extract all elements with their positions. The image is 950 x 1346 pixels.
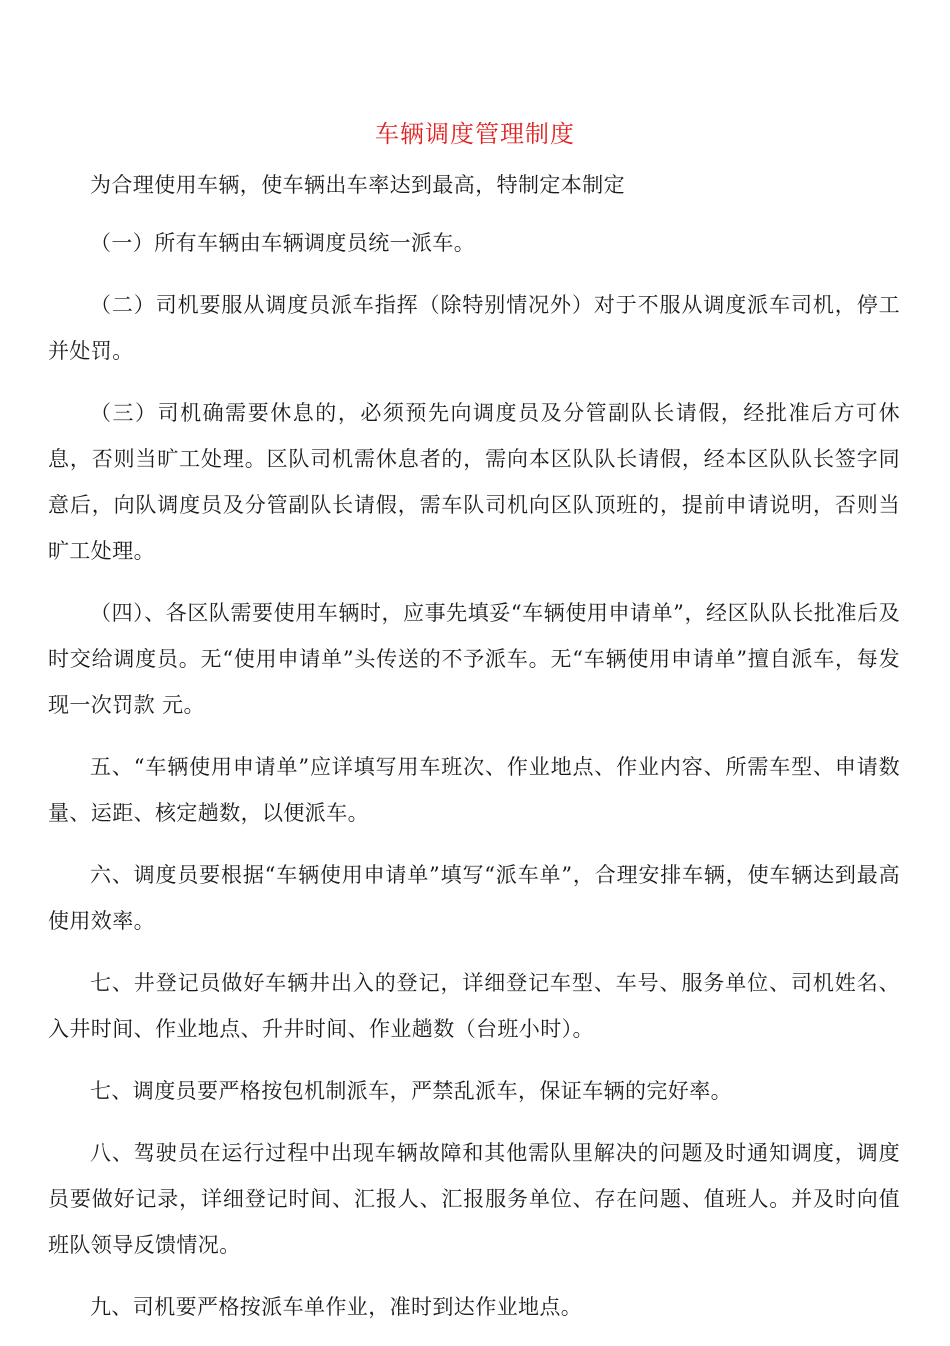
paragraph-item-9: 九、司机要严格按派车单作业，准时到达作业地点。: [90, 1295, 583, 1319]
document-body: [48, 162, 900, 1346]
document-title: 车辆调度管理制度: [375, 120, 575, 148]
paragraph-item-5: 五、“车辆使用申请单”应详填写用车班次、作业地点、作业内容、所需车型、申请数量、运距、核定趟数，以便派车。: [48, 755, 900, 825]
paragraph-item-6: 六、调度员要根据“车辆使用申请单”填写“派车单”，合理安排车辆，使车辆达到最高使用效率。: [48, 863, 900, 933]
paragraph-item-3: （三）司机确需要休息的，必须预先向调度员及分管副队长请假，经批准后方可休息，否则当旷工处理。区队司机需休息者的，需向本区队队长请假，经本区队队长签字同意后，向队调度员及分管副队长请假，需车队司机向区队顶班的，提前申请说明，否则当旷工处理。: [48, 401, 900, 563]
paragraph-intro: 为合理使用车辆，使车辆出车率达到最高，特制定本制定: [90, 173, 625, 197]
paragraph-item-7a: 七、井登记员做好车辆井出入的登记，详细登记车型、车号、服务单位、司机姓名、入井时间、作业地点、升井时间、作业趟数（台班小时）。: [48, 971, 900, 1041]
paragraph-item-4: （四）、各区队需要使用车辆时，应事先填妥“车辆使用申请单”，经区队队长批准后及时交给调度员。无“使用申请单”头传送的不予派车。无“车辆使用申请单”擅自派车，每发现一次罚款 元。: [48, 601, 900, 717]
paragraph-item-1: （一）所有车辆由车辆调度员统一派车。: [90, 231, 476, 255]
paragraph-item-8: 八、驾驶员在运行过程中出现车辆故障和其他需队里解决的问题及时通知调度，调度员要做好记录，详细登记时间、汇报人、汇报服务单位、存在问题、值班人。并及时向值班队领导反馈情况。: [48, 1141, 900, 1257]
paragraph-item-7b: 七、调度员要严格按包机制派车，严禁乱派车，保证车辆的完好率。: [90, 1079, 732, 1103]
paragraph-item-2: （二）司机要服从调度员派车指挥（除特别情况外）对于不服从调度派车司机，停工并处罚。: [48, 293, 900, 363]
